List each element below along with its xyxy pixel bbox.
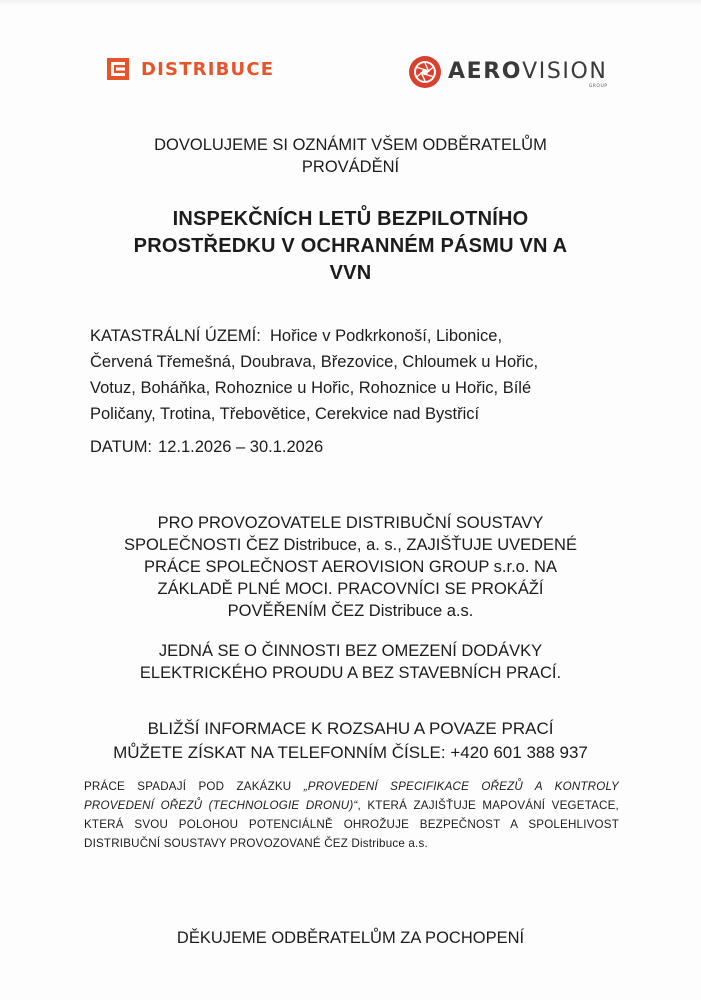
no-outage-paragraph: [70, 640, 631, 684]
territory-label: KATASTRÁLNÍ ÚZEMÍ:: [90, 327, 261, 345]
fineprint-text: PRÁCE SPADAJÍ POD ZAKÁZKU: [84, 780, 304, 793]
date-line: [90, 436, 323, 458]
fineprint-paragraph: [84, 777, 619, 853]
operator-paragraph: [70, 512, 631, 622]
title-line: INSPEKČNÍCH LETŮ BEZPILOTNÍHO: [172, 208, 529, 230]
thanks-line: DĚKUJEME ODBĚRATELŮM ZA POCHOPENÍ: [176, 929, 525, 947]
operator-line: SPOLEČNOSTI ČEZ Distribuce, a. s., ZAJIŠŤUJE UVEDENÉ: [124, 536, 577, 554]
intro-line: DOVOLUJEME SI OZNÁMIT VŠEM ODBĚRATELŮM: [154, 136, 547, 154]
territory-value: Hořice v Podkrkonoší, Libonice,: [270, 327, 503, 345]
title-line: VVN: [329, 262, 372, 284]
date-value: 12.1.2026 – 30.1.2026: [158, 438, 324, 456]
territory-line: Červená Třemešná, Doubrava, Březovice, Chloumek u Hořic,: [90, 353, 539, 371]
aerovision-group-label: GROUP: [588, 84, 608, 89]
scan-shadow: [0, 0, 701, 6]
contact-paragraph: [70, 717, 631, 765]
operator-line: POVĚŘENÍM ČEZ Distribuce a.s.: [227, 602, 474, 620]
fineprint-contract-name: „PROVEDENÍ SPECIFIKACE OŘEZŮ A KONTROLY PROVEDENÍ OŘEZŮ (TECHNOLOGIE DRONU)“: [84, 780, 619, 812]
title-line: PROSTŘEDKU V OCHRANNÉM PÁSMU VN A: [133, 235, 568, 257]
territory-line: Poličany, Trotina, Třebovětice, Cerekvice nad Bystřicí: [90, 405, 480, 423]
cez-logo-icon: [107, 58, 129, 80]
territory-line: Votuz, Boháňka, Rohoznice u Hořic, Rohoznice u Hořic, Bílé: [90, 379, 532, 397]
contact-phone-line: MŮŽETE ZÍSKAT NA TELEFONNÍM ČÍSLE: +420 601 388 937: [113, 743, 588, 762]
no-outage-line: JEDNÁ SE O ČINNOSTI BEZ OMEZENÍ DODÁVKY: [158, 642, 543, 660]
operator-line: PRÁCE SPOLEČNOST AEROVISION GROUP s.r.o. NA: [144, 558, 557, 576]
aerovision-wordmark-light: VISION: [522, 59, 608, 84]
intro-line: PROVÁDĚNÍ: [301, 158, 400, 176]
cez-logo-text: DISTRIBUCE: [141, 58, 275, 80]
date-label: DATUM:: [90, 438, 153, 456]
aerovision-wordmark-bold: AERO: [448, 59, 523, 84]
operator-line: PRO PROVOZOVATELE DISTRIBUČNÍ SOUSTAVY: [157, 514, 544, 532]
no-outage-line: ELEKTRICKÉHO PROUDU A BEZ STAVEBNÍCH PRACÍ.: [139, 664, 562, 682]
territory-line: [90, 323, 610, 349]
fineprint-text: , KTERÁ ZAJIŠŤUJE MAPOVÁNÍ VEGETACE, KTERÁ SVOU POLOHOU POTENCIÁLNĚ OHROŽUJE BEZPEČNOST A SPOLEHLIVOST DISTRIBUČNÍ SOUSTAVY PROVOZOVANÉ ČEZ Distribuce a.s.: [84, 799, 619, 850]
aerovision-logo: [408, 55, 607, 89]
contact-line: BLIŽŠÍ INFORMACE K ROZSAHU A POVAZE PRACÍ: [147, 719, 554, 738]
intro-text: [80, 134, 621, 178]
operator-line: ZÁKLADĚ PLNÉ MOCI. PRACOVNÍCI SE PROKÁŽÍ: [157, 580, 544, 598]
cez-distribuce-logo: [107, 58, 274, 80]
aperture-icon: [408, 55, 442, 89]
cadastral-territory: [90, 323, 610, 427]
notice-title: [90, 206, 611, 287]
aerovision-wordmark: [448, 59, 608, 89]
